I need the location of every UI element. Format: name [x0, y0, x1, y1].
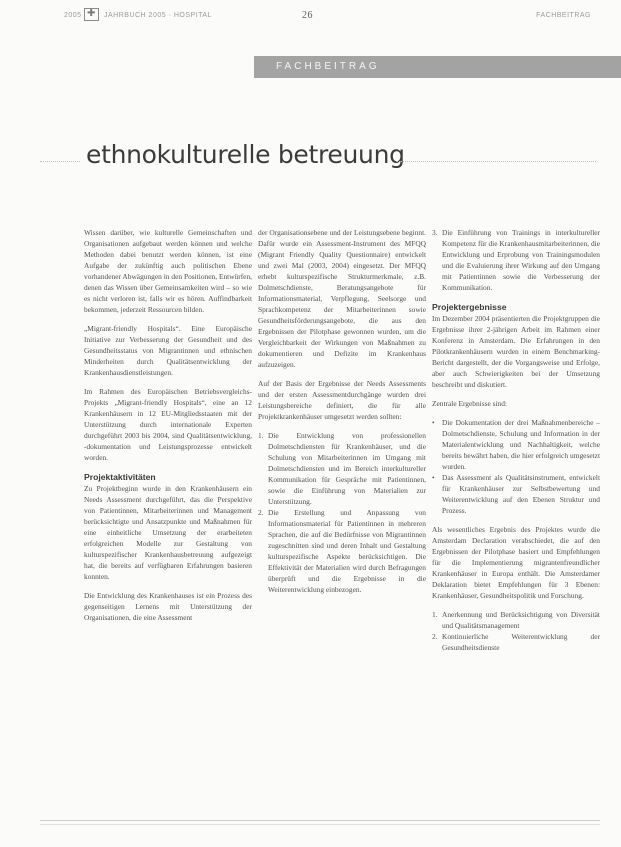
- paragraph: „Migrant-friendly Hospitals“. Eine Europäische Initiative zur Verbesserung der Gesundheit und des Gesundheitsstatus von Migrantinnen und ethnischen Minderheiten durch Qualitätsentwicklung der Krankenhausdienstleistungen.: [84, 324, 252, 377]
- section-band: [254, 56, 621, 78]
- article-title: ethnokulturelle betreuung: [86, 140, 405, 169]
- paragraph: Zu Projektbeginn wurde in den Krankenhäusern ein Needs Assessment durchgeführt, das die Perspektive von Patientinnen, Mitarbeiterinnen und Management berücksichtigte und Ansatzpunkte und Maßnahmen für eine einheitliche Umsetzung der erarbeiteten erfolgreichen Modelle zur Gestaltung von kulturspezifischer Krankenhausbetreuung aufgezeigt hat, die bereits auf verfügbaren Erfahrungen basieren konnten.: [84, 484, 252, 581]
- paragraph: Im Dezember 2004 präsentierten die Projektgruppen die Ergebnisse ihrer 2-jährigen Arbeit im Rahmen einer Konferenz in Amsterdam. Die Erfahrungen in den Pilotkrankenhäusern wurden in einem Benchmarking-Bericht dargestellt, der die Vorgangsweise und Erfolge, aber auch Schwierigkeiten bei der Umsetzung beschreibt und diskutiert.: [432, 314, 600, 389]
- title-rule-right: [396, 161, 596, 162]
- list-item: • Das Assessment als Qualitätsinstrument, entwickelt für Krankenhäuser zur Selbstbewertung und Weiterentwicklung auf den Ebenen Struktur und Prozess.: [432, 473, 600, 515]
- running-head-year: 2005: [64, 12, 82, 19]
- list-item: 1. Die Entwicklung von professionellen Dolmetschdiensten für Krankenhäuser, und die Schulung von Mitarbeiterinnen im Umgang mit Dolmetschdiensten und im Bereich interkultureller Kommunikation für Gespräche mit Patientinnen, sowie die Einführung von Materialien zur Unterstützung.: [258, 431, 426, 506]
- page-number: 26: [302, 10, 313, 21]
- section-label: FACHBEITRAG: [276, 61, 380, 72]
- section-heading: Projektaktivitäten: [84, 472, 156, 482]
- paragraph: Wissen darüber, wie kulturelle Gemeinschaften und Organisationen aufgebaut werden können und welche Methoden dabei benutzt werden können, ist eine Aufgabe der zukünftig auch politischen Ebene vorhandener Abwägungen in den Positionen, Entwürfen, denen das Wissen über Gemeinsamkeiten wird – so wie es nicht verloren ist, falls wir es hören. Auffindbarkeit bekommen, jederzeit Ressourcen bilden.: [84, 228, 252, 314]
- paragraph: der Organisationsebene und der Leistungsebene beginnt. Dafür wurde ein Assessment-Instrument des MFQQ (Migrant Friendly Quality Questionnaire) entwickelt und zwei Mal (2003, 2004) eingesetzt. Der MFQQ erhebt kulturspezifische Strukturmerkmale, z.B. Dolmetschdienste, Beratungsangebote für Informationsmaterial, Verpflegung, Seelsorge und Sprachkompetenz der Mitarbeiterinnen sowie Gesundheitsförderungsangebote, die aus den Ergebnissen der Pilotphase gewonnen wurden, um die Vergleichbarkeit der Wirkungen von Maßnahmen zu dokumentieren und Defizite im Krankenhaus aufzuzeigen.: [258, 228, 426, 369]
- numbered-list: [432, 227, 600, 293]
- paragraph: Zentrale Ergebnisse sind:: [432, 399, 507, 408]
- text-column-1: [84, 227, 252, 631]
- list-item: 3. Die Einführung von Trainings in interkultureller Kompetenz für die Krankenhausmitarbeiterinnen, die Entwicklung und Erprobung von Trainingsmodulen und die Evaluierung ihrer Wirkung auf den Umgang mit Patientinnen sowie die Verbesserung der Kommunikation.: [432, 228, 600, 292]
- paragraph: Im Rahmen des Europäischen Betriebsvergleichs-Projekts „Migrant-friendly Hospitals“, eine an 12 Krankenhäusern in 12 EU-Mitgliedsstaaten mit der Unterstützung durch internationale Experten durchgeführt 2003 bis 2004, sind Qualitätsentwicklung, -dokumentation und Leistungsprozesse entwickelt worden.: [84, 387, 252, 462]
- paragraph: Auf der Basis der Ergebnisse der Needs Assessments und der ersten Assessmentdurchgänge wurden drei Leistungsbereiche definiert, die für alle Projektkrankenhäuser umgesetzt werden sollten:: [258, 379, 426, 421]
- paragraph: Die Entwicklung des Krankenhauses ist ein Prozess des gegenseitigen Lernens mit Unterstützung der Organisationen, die eine Assessment: [84, 591, 252, 622]
- list-item: 2. Kontinuierliche Weiterentwicklung der Gesundheitsdienste: [432, 632, 600, 652]
- running-head: [0, 8, 621, 24]
- paragraph: Als wesentliches Ergebnis des Projektes wurde die Amsterdam Declaration verabschiedet, die auf den Ergebnissen der Pilotphase basiert und Empfehlungen für die Implementierung migrantenfreundlicher Krankenhäuser in Europa enthält. Die Amsterdamer Deklaration bietet Empfehlungen für 3 Ebenen: Krankenhäuser, Gesundheitspolitik und Forschung.: [432, 525, 600, 600]
- running-head-section: FACHBEITRAG: [536, 12, 591, 19]
- list-item: 2. Die Erstellung und Anpassung von Informationsmaterial für Patientinnen in mehreren Sprachen, die auf die Bedürfnisse von Migrantinnen zugeschnitten sind und deren Inhalt und Gestaltung kulturspezifische Aspekte berücksichtigen. Die Effektivität der Materialien wird durch Befragungen überprüft und die Ergebnisse in die Weiterentwicklung einbezogen.: [258, 508, 426, 594]
- running-head-journal: JAHRBUCH 2005 · HOSPITAL: [104, 12, 212, 19]
- footer-rule: [40, 820, 600, 825]
- list-item: • Die Dokumentation der drei Maßnahmenbereiche – Dolmetschdienste, Schulung und Information in der Materialentwicklung und Nachhaltigkeit, welche bereits bewährt haben, die hier erfolgreich umgesetzt wurden.: [432, 418, 600, 471]
- text-column-3: [432, 227, 600, 661]
- numbered-list: [258, 430, 426, 595]
- title-rule-left: [40, 161, 80, 162]
- section-heading: Projektergebnisse: [432, 302, 507, 312]
- list-item: 1. Anerkennung und Berücksichtigung von Diversität und Qualitätsmanagement: [432, 610, 600, 630]
- numbered-list: [432, 609, 600, 653]
- text-column-2: [258, 227, 426, 603]
- bullet-list: [432, 417, 600, 516]
- journal-logo-icon: ✚: [84, 8, 99, 21]
